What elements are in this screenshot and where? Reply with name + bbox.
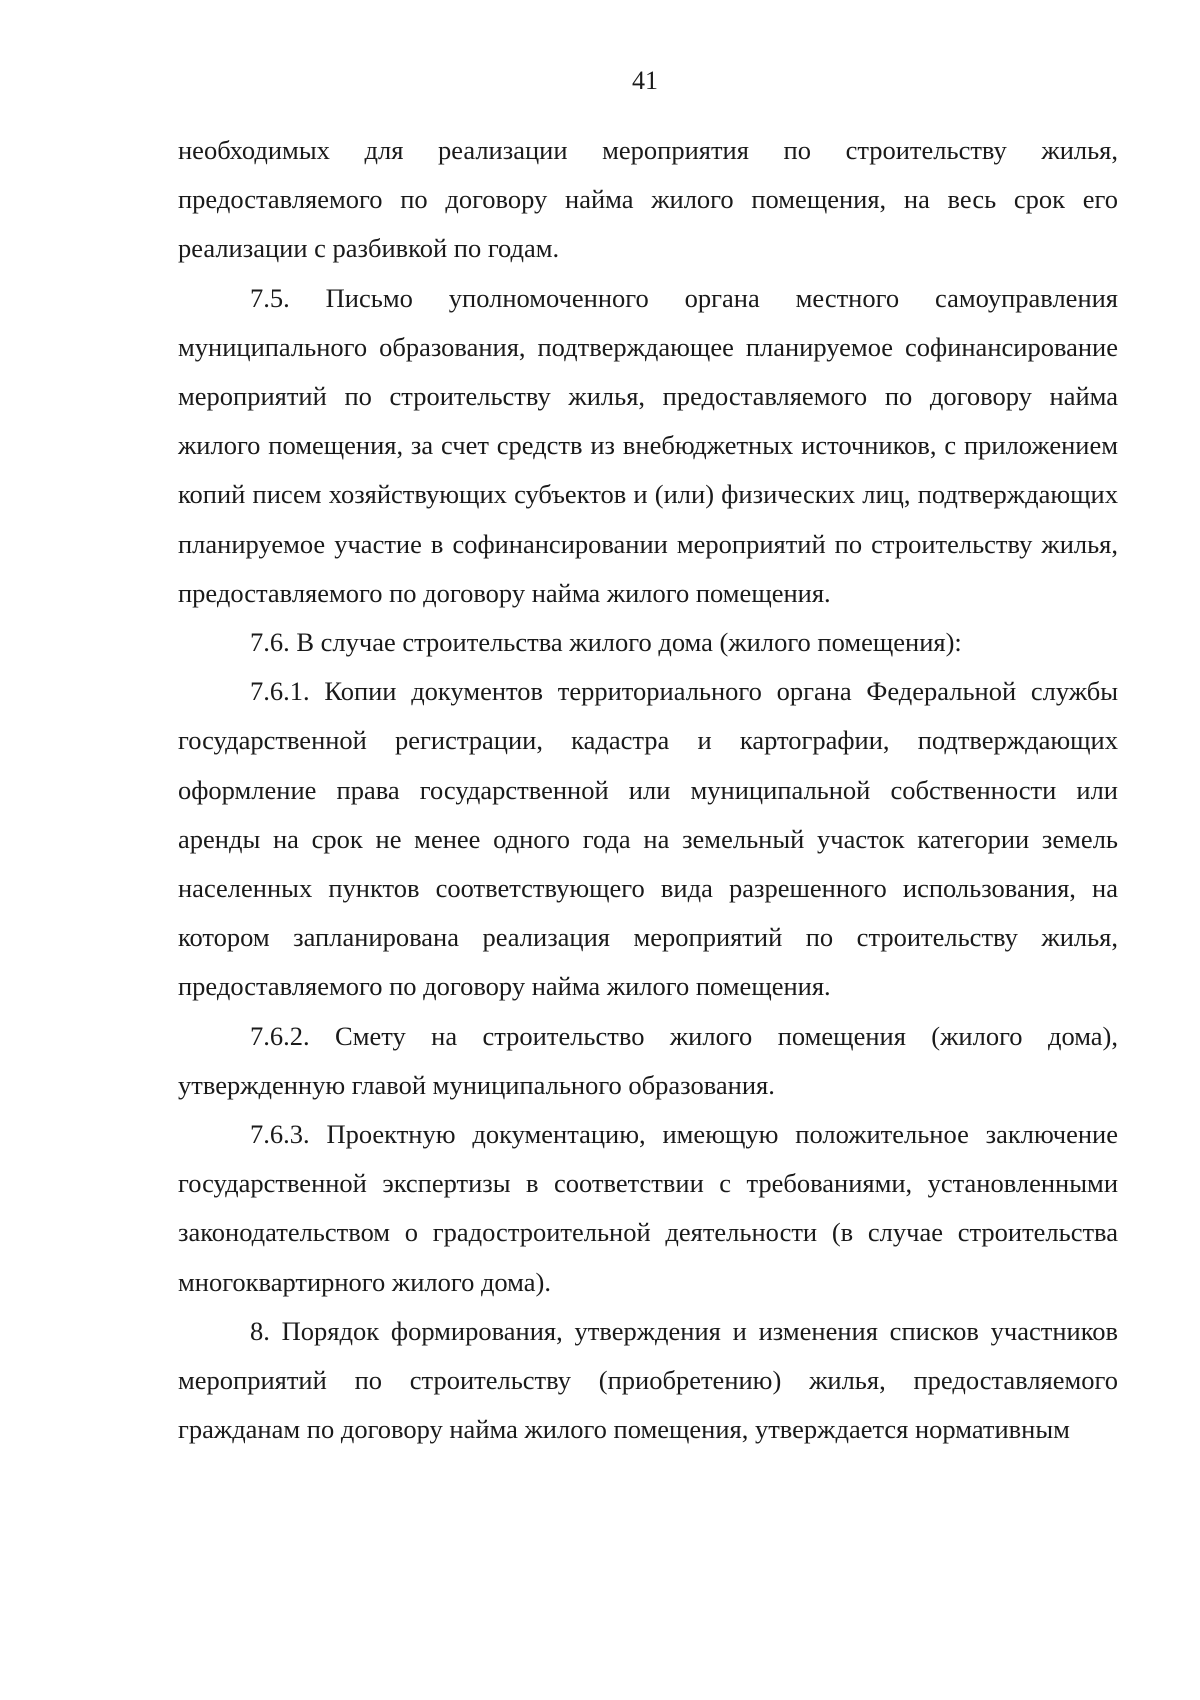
paragraph-7-6-1: 7.6.1. Копии документов территориального органа Федеральной службы государственной регистрации, кадастра и картографии, подтверждающих оформление права государственной или муниципальной собственности или аренды на срок не менее одного года на земельный участок категории земель населенных пунктов соответствующего вида разрешенного использования, на котором запланирована реализация мероприятий по строительству жилья, предоставляемого по договору найма жилого помещения. (178, 676, 1118, 1002)
paragraph-continuation: необходимых для реализации мероприятия по строительству жилья, предоставляемого по договору найма жилого помещения, на весь срок его реализации с разбивкой по годам. (178, 135, 1118, 264)
paragraph-7-6-3: 7.6.3. Проектную документацию, имеющую положительное заключение государственной экспертизы в соответствии с требованиями, установленными законодательством о градостроительной деятельности (в случае строительства многоквартирного жилого дома). (178, 1119, 1118, 1297)
document-body (178, 126, 1118, 1454)
paragraph-7-5: 7.5. Письмо уполномоченного органа местного самоуправления муниципального образования, подтверждающее планируемое софинансирование мероприятий по строительству жилья, предоставляемого по договору найма жилого помещения, за счет средств из внебюджетных источников, с приложением копий писем хозяйствующих субъектов и (или) физических лиц, подтверждающих планируемое участие в софинансировании мероприятий по строительству жилья, предоставляемого по договору найма жилого помещения. (178, 282, 1118, 608)
paragraph-7-6-2: 7.6.2. Смету на строительство жилого помещения (жилого дома), утвержденную главой муниципального образования. (178, 1020, 1118, 1100)
page-number: 41 (632, 66, 658, 95)
paragraph-7-6: 7.6. В случае строительства жилого дома (жилого помещения): (250, 627, 962, 658)
paragraph-8: 8. Порядок формирования, утверждения и изменения списков участников мероприятий по строительству (приобретению) жилья, предоставляемого гражданам по договору найма жилого помещения, утверждается нормативным (178, 1315, 1118, 1445)
